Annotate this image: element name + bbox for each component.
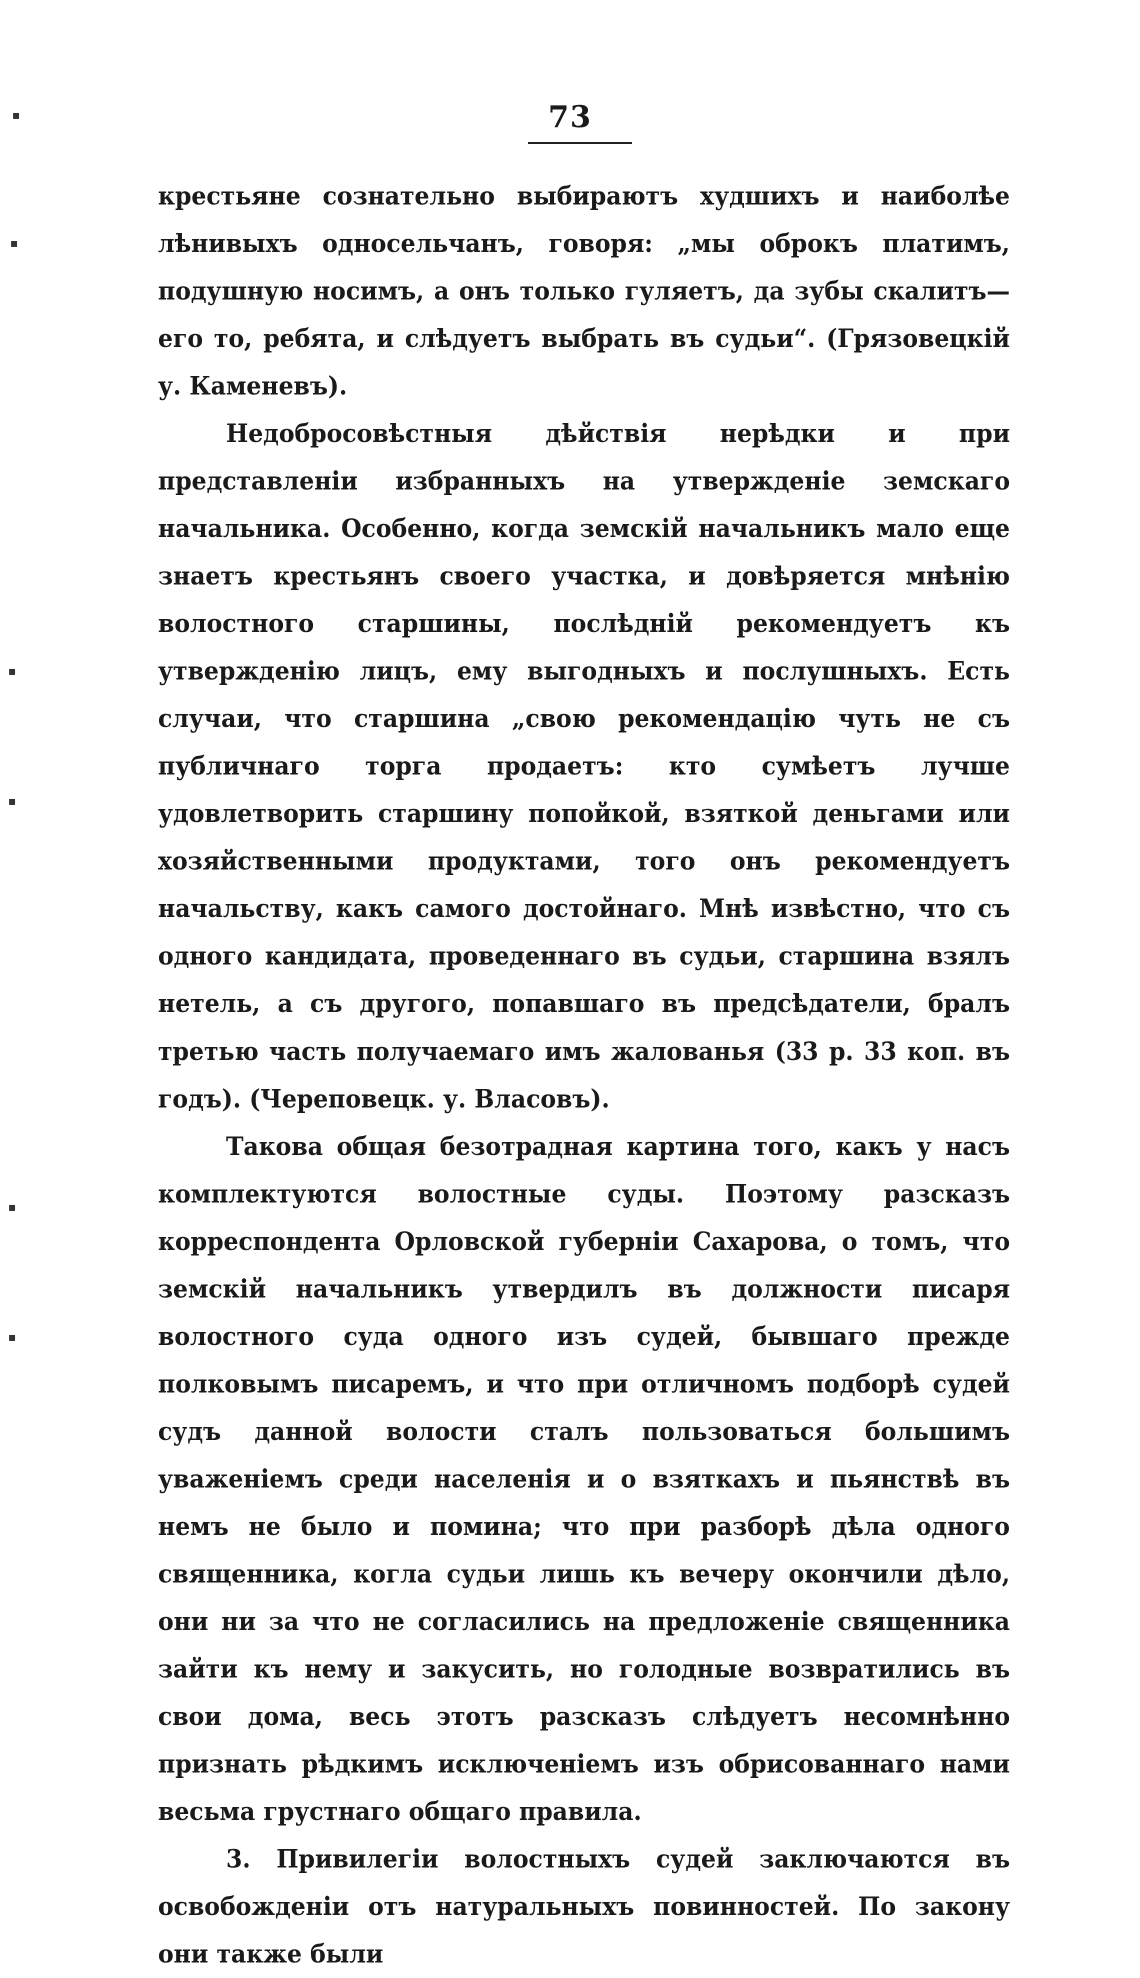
body-text (158, 172, 1010, 1978)
margin-speck: ▪ (8, 1330, 17, 1344)
paragraph-2: Недобросовѣстныя дѣйствія нерѣдки и при представленіи избранныхъ на утвержденіе земскаго начальника. Особенно, когда земскій начальникъ мало еще знаетъ крестьянъ своего участка, и довѣряется мнѣнію волостного старшины, послѣдній рекомендуетъ къ утвержденію лицъ, ему выгодныхъ и послушныхъ. Есть случаи, что старшина „свою рекомендацію чуть не съ публичнаго торга продаетъ: кто сумѣетъ лучше удовлетворить старшину попойкой, взяткой деньгами или хозяйственными продуктами, того онъ рекомендуетъ начальству, какъ самого достойнаго. Мнѣ извѣстно, что съ одного кандидата, проведеннаго въ судьи, старшина взялъ нетель, а съ другого, попавшаго въ предсѣдатели, бралъ третью часть получаемаго имъ жалованья (33 р. 33 коп. въ годъ). (Череповецк. у. Власовъ). (158, 418, 1010, 1114)
margin-speck: ▪ (12, 108, 21, 122)
margin-speck: ▪ (8, 794, 17, 808)
margin-speck: ▪ (8, 664, 17, 678)
page-number-rule (528, 142, 632, 144)
margin-speck: ▪ (8, 1200, 17, 1214)
paragraph-1: крестьяне сознательно выбираютъ худшихъ и наиболѣе лѣнивыхъ односельчанъ, говоря: „мы оброкъ платимъ, подушную носимъ, а онъ только гуляетъ, да зубы скалитъ—его то, ребята, и слѣдуетъ выбрать въ судьи“. (Грязовецкій у. Каменевъ). (158, 180, 1010, 401)
page-number: 73 (548, 100, 592, 135)
paragraph-4: 3. Привилегіи волостныхъ судей заключаются въ освобожденіи отъ натуральныхъ повинностей. По закону они также были (158, 1843, 1010, 1970)
paragraph-3: Такова общая безотрадная картина того, какъ у насъ комплектуются волостные суды. Поэтому разсказъ корреспондента Орловской губерніи Сахарова, о томъ, что земскій начальникъ утвердилъ въ должности писаря волостного суда одного изъ судей, бывшаго прежде полковымъ писаремъ, и что при отличномъ подборѣ судей судъ данной волости сталъ пользоваться большимъ уваженіемъ среди населенія и о взяткахъ и пьянствѣ въ немъ не было и помина; что при разборѣ дѣла одного священника, когла судьи лишь къ вечеру окончили дѣло, они ни за что не согласились на предложеніе священника зайти къ нему и закусить, но голодные возвратились въ свои дома, весь этотъ разсказъ слѣдуетъ несомнѣнно признать рѣдкимъ исключеніемъ изъ обрисованнаго нами весьма грустнаго общаго правила. (158, 1131, 1010, 1827)
margin-speck: ▪ (10, 236, 19, 250)
